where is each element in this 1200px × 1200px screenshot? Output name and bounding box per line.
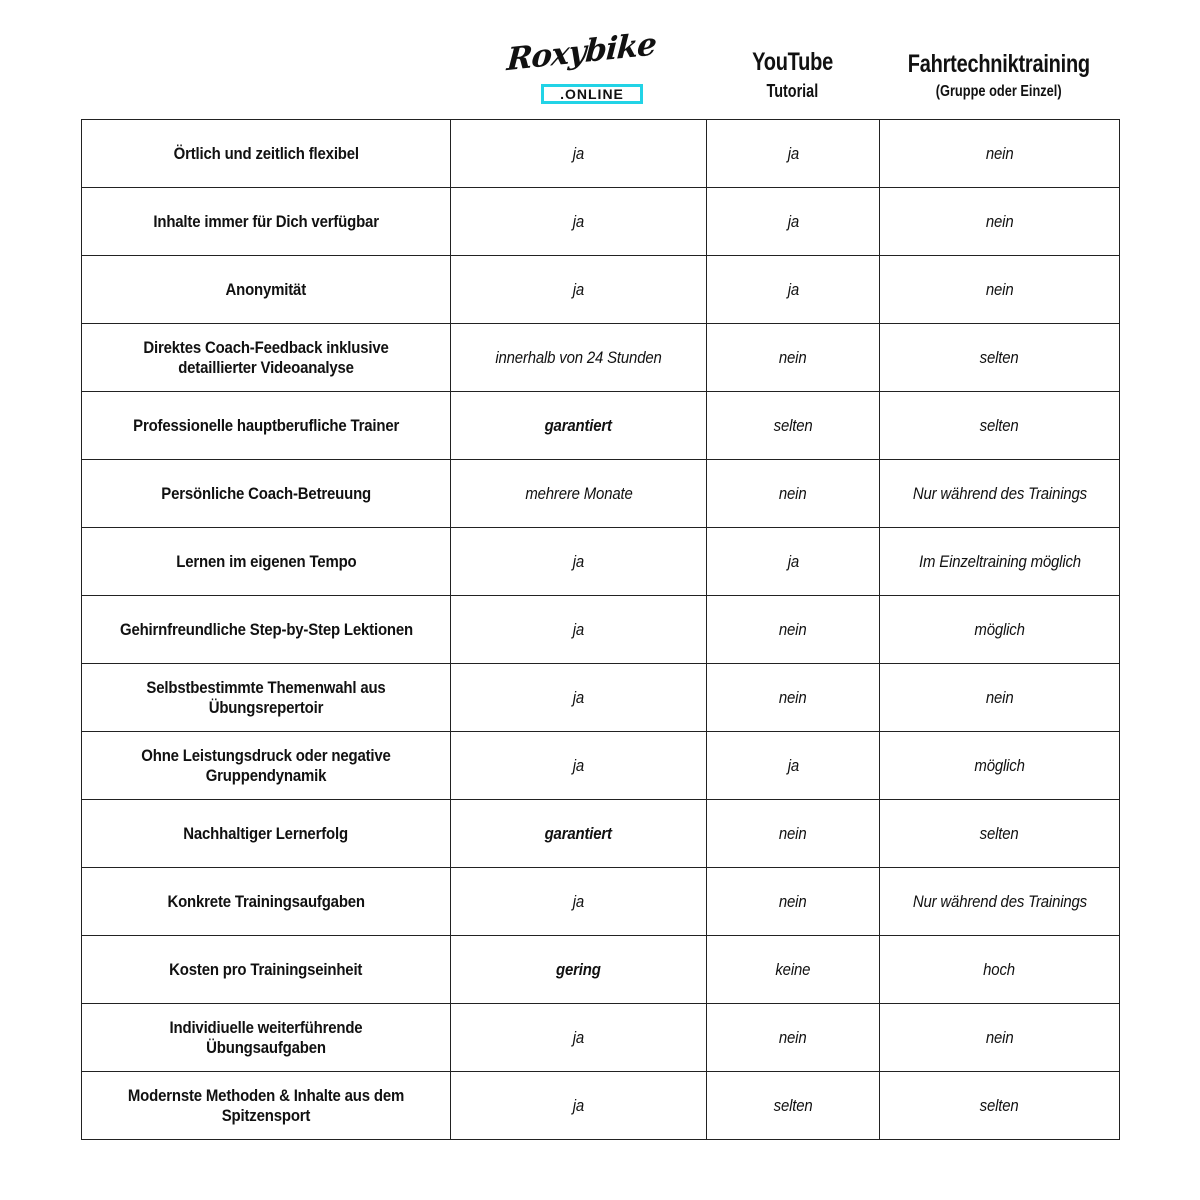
value-label: ja bbox=[572, 755, 585, 775]
value-label: selten bbox=[980, 415, 1019, 435]
value-label: möglich bbox=[974, 619, 1025, 639]
value-label: selten bbox=[980, 347, 1019, 367]
value-label: nein bbox=[779, 483, 807, 503]
youtube-column-header bbox=[706, 30, 879, 120]
value-label: garantiert bbox=[544, 823, 613, 843]
table-row bbox=[82, 324, 1120, 392]
table-header bbox=[0, 26, 1200, 120]
value-label: nein bbox=[779, 687, 807, 707]
value-label: nein bbox=[779, 823, 807, 843]
feature-label: Persönliche Coach-Betreuung bbox=[161, 483, 371, 503]
feature-label: Nachhaltiger Lernerfolg bbox=[183, 823, 349, 843]
feature-cell bbox=[82, 596, 451, 664]
value-label: ja bbox=[572, 1027, 585, 1047]
value-label: nein bbox=[985, 143, 1014, 163]
value-label: ja bbox=[787, 551, 799, 571]
training-value-cell bbox=[880, 188, 1120, 256]
feature-label: Professionelle hauptberufliche Trainer bbox=[132, 415, 399, 435]
value-label: ja bbox=[572, 687, 585, 707]
training-value-cell bbox=[880, 936, 1120, 1004]
training-column-header bbox=[879, 30, 1119, 120]
training-value-cell bbox=[880, 256, 1120, 324]
youtube-value-cell bbox=[707, 800, 880, 868]
comparison-rows bbox=[82, 120, 1120, 1140]
feature-cell bbox=[82, 188, 451, 256]
training-value-cell bbox=[880, 1004, 1120, 1072]
value-label: ja bbox=[572, 551, 585, 571]
feature-cell bbox=[82, 528, 451, 596]
feature-cell bbox=[82, 120, 451, 188]
feature-label: Anonymität bbox=[225, 279, 307, 299]
value-label: möglich bbox=[974, 755, 1025, 775]
roxybike-value-cell bbox=[451, 528, 707, 596]
feature-label: Inhalte immer für Dich verfügbar bbox=[153, 211, 379, 231]
feature-cell bbox=[82, 732, 451, 800]
youtube-value-cell bbox=[707, 936, 880, 1004]
feature-label: Individiuelle weiterführende Übungsaufgaben bbox=[169, 1017, 363, 1057]
value-label: mehrere Monate bbox=[524, 483, 633, 503]
training-value-cell bbox=[880, 800, 1120, 868]
table-row bbox=[82, 120, 1120, 188]
training-value-cell bbox=[880, 324, 1120, 392]
value-label: ja bbox=[572, 891, 585, 911]
value-label: ja bbox=[572, 619, 585, 639]
youtube-value-cell bbox=[707, 324, 880, 392]
training-title: Fahrtechniktraining bbox=[907, 49, 1091, 78]
value-label: ja bbox=[787, 755, 799, 775]
feature-cell bbox=[82, 256, 451, 324]
youtube-value-cell bbox=[707, 1072, 880, 1140]
logo-online-badge: .ONLINE bbox=[541, 84, 643, 104]
roxybike-value-cell bbox=[451, 732, 707, 800]
value-label: ja bbox=[572, 1095, 585, 1115]
youtube-title: YouTube bbox=[752, 48, 833, 76]
value-label: selten bbox=[773, 1095, 813, 1115]
youtube-value-cell bbox=[707, 120, 880, 188]
roxybike-value-cell bbox=[451, 936, 707, 1004]
value-label: hoch bbox=[983, 959, 1016, 979]
roxybike-value-cell bbox=[451, 256, 707, 324]
value-label: selten bbox=[980, 1095, 1019, 1115]
roxybike-value-cell bbox=[451, 324, 707, 392]
feature-label: Direktes Coach-Feedback inklusive detaillierter Videoanalyse bbox=[143, 337, 389, 377]
youtube-subtitle: Tutorial bbox=[766, 81, 819, 101]
feature-cell bbox=[82, 664, 451, 732]
feature-cell bbox=[82, 324, 451, 392]
value-label: nein bbox=[985, 1027, 1014, 1047]
value-label: ja bbox=[787, 143, 799, 163]
value-label: Nur während des Trainings bbox=[912, 483, 1087, 503]
youtube-value-cell bbox=[707, 732, 880, 800]
table-row bbox=[82, 528, 1120, 596]
comparison-table bbox=[81, 119, 1120, 1140]
roxybike-value-cell bbox=[451, 800, 707, 868]
training-subtitle: (Gruppe oder Einzel) bbox=[936, 82, 1062, 100]
value-label: keine bbox=[775, 959, 811, 979]
table-row bbox=[82, 596, 1120, 664]
value-label: ja bbox=[572, 143, 585, 163]
roxybike-value-cell bbox=[451, 664, 707, 732]
roxybike-value-cell bbox=[451, 1072, 707, 1140]
roxybike-value-cell bbox=[451, 188, 707, 256]
value-label: garantiert bbox=[544, 415, 613, 435]
value-label: ja bbox=[787, 279, 799, 299]
value-label: nein bbox=[985, 211, 1014, 231]
training-value-cell bbox=[880, 732, 1120, 800]
table-row bbox=[82, 256, 1120, 324]
value-label: nein bbox=[985, 279, 1014, 299]
table-row bbox=[82, 868, 1120, 936]
training-value-cell bbox=[880, 596, 1120, 664]
roxybike-value-cell bbox=[451, 120, 707, 188]
feature-label: Konkrete Trainingsaufgaben bbox=[167, 891, 365, 911]
table-row bbox=[82, 732, 1120, 800]
youtube-value-cell bbox=[707, 528, 880, 596]
feature-cell bbox=[82, 1004, 451, 1072]
table-row bbox=[82, 460, 1120, 528]
feature-cell bbox=[82, 460, 451, 528]
roxybike-logo bbox=[503, 26, 658, 110]
value-label: nein bbox=[779, 1027, 807, 1047]
training-value-cell bbox=[880, 460, 1120, 528]
training-value-cell bbox=[880, 664, 1120, 732]
training-value-cell bbox=[880, 868, 1120, 936]
feature-cell bbox=[82, 936, 451, 1004]
value-label: nein bbox=[779, 347, 807, 367]
value-label: Im Einzeltraining möglich bbox=[918, 551, 1081, 571]
roxybike-column-header bbox=[450, 26, 706, 120]
feature-cell bbox=[82, 800, 451, 868]
training-value-cell bbox=[880, 120, 1120, 188]
training-value-cell bbox=[880, 1072, 1120, 1140]
table-row bbox=[82, 800, 1120, 868]
value-label: nein bbox=[779, 619, 807, 639]
logo-script-text: Roxybike bbox=[505, 26, 658, 79]
value-label: ja bbox=[787, 211, 799, 231]
youtube-value-cell bbox=[707, 664, 880, 732]
training-value-cell bbox=[880, 392, 1120, 460]
feature-label: Selbstbestimmte Themenwahl aus Übungsrepertoir bbox=[146, 677, 386, 717]
youtube-value-cell bbox=[707, 460, 880, 528]
table-row bbox=[82, 188, 1120, 256]
roxybike-value-cell bbox=[451, 460, 707, 528]
youtube-value-cell bbox=[707, 392, 880, 460]
roxybike-value-cell bbox=[451, 868, 707, 936]
feature-label: Lernen im eigenen Tempo bbox=[175, 551, 357, 571]
table-row bbox=[82, 1072, 1120, 1140]
youtube-value-cell bbox=[707, 596, 880, 664]
table-row bbox=[82, 664, 1120, 732]
feature-cell bbox=[82, 1072, 451, 1140]
roxybike-value-cell bbox=[451, 392, 707, 460]
feature-label: Örtlich und zeitlich flexibel bbox=[173, 143, 359, 163]
table-row bbox=[82, 1004, 1120, 1072]
value-label: innerhalb von 24 Stunden bbox=[495, 347, 662, 367]
value-label: selten bbox=[980, 823, 1019, 843]
value-label: nein bbox=[985, 687, 1014, 707]
feature-label: Modernste Methoden & Inhalte aus dem Spitzensport bbox=[127, 1085, 405, 1125]
roxybike-value-cell bbox=[451, 596, 707, 664]
value-label: nein bbox=[779, 891, 807, 911]
youtube-value-cell bbox=[707, 256, 880, 324]
feature-cell bbox=[82, 392, 451, 460]
table-row bbox=[82, 392, 1120, 460]
training-value-cell bbox=[880, 528, 1120, 596]
feature-label: Gehirnfreundliche Step-by-Step Lektionen bbox=[119, 619, 413, 639]
table-row bbox=[82, 936, 1120, 1004]
youtube-value-cell bbox=[707, 868, 880, 936]
value-label: gering bbox=[556, 959, 601, 979]
feature-label: Ohne Leistungsdruck oder negative Gruppendynamik bbox=[141, 745, 391, 785]
feature-cell bbox=[82, 868, 451, 936]
roxybike-value-cell bbox=[451, 1004, 707, 1072]
youtube-value-cell bbox=[707, 1004, 880, 1072]
value-label: Nur während des Trainings bbox=[912, 891, 1087, 911]
youtube-value-cell bbox=[707, 188, 880, 256]
value-label: ja bbox=[572, 211, 585, 231]
value-label: ja bbox=[572, 279, 585, 299]
feature-label: Kosten pro Trainingseinheit bbox=[169, 959, 363, 979]
value-label: selten bbox=[773, 415, 813, 435]
